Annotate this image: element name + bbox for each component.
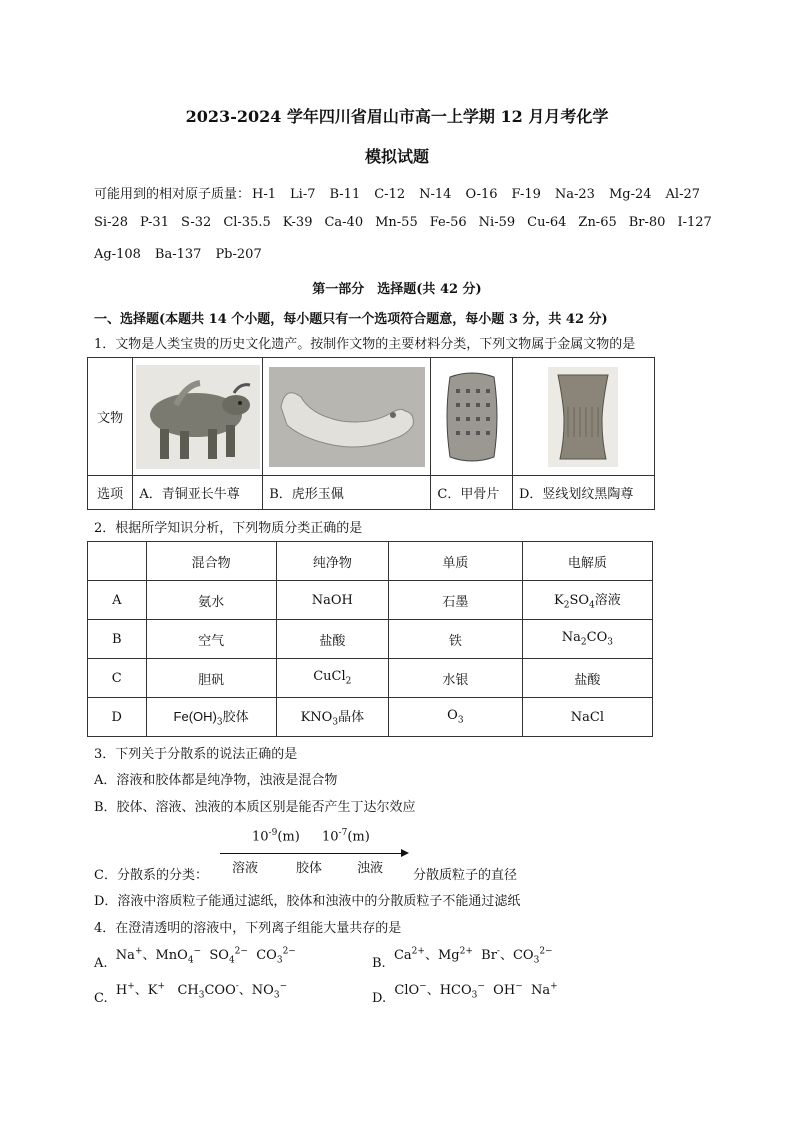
option-label: D.	[372, 991, 387, 1006]
atomic-mass: C-12	[374, 187, 406, 202]
atomic-mass: I-127	[677, 215, 712, 230]
atomic-mass: Li-7	[290, 187, 316, 202]
row-label: B	[88, 620, 147, 659]
cell-element: 水银	[388, 659, 522, 698]
atomic-mass: O-16	[465, 187, 498, 202]
q2-stem: 2．根据所学知识分析，下列物质分类正确的是	[94, 521, 363, 536]
option-label: B.	[372, 956, 386, 971]
atomic-mass: Br-80	[628, 215, 666, 230]
tick-exp: -9	[268, 828, 278, 838]
atomic-mass: S-32	[180, 215, 212, 230]
section1-heading: 一、选择题(本题共 14 个小题，每小题只有一个选项符合题意，每小题 3 分，共 42 分)	[94, 312, 608, 327]
q4-option-d: D. ClO−、$HCO_3^-$ OH− Na+	[372, 981, 558, 1006]
atomic-mass: Fe-56	[429, 215, 467, 230]
q1-table	[87, 357, 655, 510]
option-label: A.	[94, 956, 108, 971]
cell-pure: 盐酸	[276, 620, 388, 659]
cell-element: $O_3$	[388, 698, 522, 737]
q3-option-a: A．溶液和胶体都是纯净物，浊液是混合物	[94, 773, 338, 788]
cell-mixture: 空气	[146, 620, 276, 659]
cell-electrolyte: $Na_2CO_3$	[522, 620, 652, 659]
cell-text: Na	[561, 630, 581, 646]
exam-title: 2023-2024 学年四川省眉山市高一上学期 12 月月考化学	[185, 107, 609, 126]
q3-tick-2	[322, 828, 370, 844]
q3-label-colloid: 胶体	[296, 861, 323, 876]
atomic-masses-intro: 可能用到的相对原子质量：	[94, 187, 251, 202]
atomic-mass: Pb-207	[215, 247, 262, 262]
q1-option-a: A．青铜亚长牛尊	[133, 476, 263, 510]
row-label: C	[88, 659, 147, 698]
cell-pure: CuCl$_2$	[276, 659, 388, 698]
q2-row-b	[88, 620, 653, 659]
atomic-mass: Al-27	[665, 187, 701, 202]
q2-table	[87, 541, 653, 737]
q2-header-electrolyte: 电解质	[522, 542, 652, 581]
q2-row-c	[88, 659, 653, 698]
atomic-masses-row1	[94, 183, 700, 202]
atomic-mass: Ba-137	[154, 247, 202, 262]
atomic-masses-row3	[94, 247, 276, 262]
atomic-mass: F-19	[511, 187, 541, 202]
tick-unit: (m)	[347, 829, 370, 845]
q3-stem: 3．下列关于分散系的说法正确的是	[94, 747, 298, 762]
cell-text: O	[447, 708, 458, 724]
q1-label-option: 选项	[88, 476, 133, 510]
cell-suffix: 胶体	[222, 710, 249, 726]
atomic-mass: Mg-24	[608, 187, 652, 202]
q1-option-c: C．甲骨片	[431, 476, 513, 510]
q3-axis-caption: 分散质粒子的直径	[413, 868, 518, 883]
atomic-mass: Cl-35.5	[223, 215, 271, 230]
atomic-mass: Mn-55	[375, 215, 418, 230]
row-label: A	[88, 581, 147, 620]
cell-mixture: $Fe(OH)_3$胶体	[146, 698, 276, 737]
cell-mixture: 氨水	[146, 581, 276, 620]
black-pottery-vessel-image	[513, 361, 654, 473]
cell-text: CuCl	[313, 669, 346, 685]
cell-element: 铁	[388, 620, 522, 659]
cell-electrolyte: 盐酸	[522, 659, 652, 698]
tick-base: 10	[252, 829, 269, 845]
atomic-mass: P-31	[140, 215, 169, 230]
q3-label-suspension: 浊液	[357, 861, 384, 876]
option-label: C.	[94, 991, 108, 1006]
cell-suffix: 溶液	[594, 593, 621, 609]
cell-electrolyte: $K_2SO_4$溶液	[522, 581, 652, 620]
q2-header-blank	[88, 542, 147, 581]
atomic-mass: Zn-65	[578, 215, 617, 230]
cell-mixture: 胆矾	[146, 659, 276, 698]
tick-unit: (m)	[277, 829, 300, 845]
q2-header-mixture: 混合物	[146, 542, 276, 581]
q3-option-c-prefix: C．分散系的分类：	[94, 868, 208, 883]
atomic-mass: Na-23	[554, 187, 595, 202]
atomic-mass: Si-28	[94, 215, 128, 230]
q2-header-element: 单质	[388, 542, 522, 581]
q1-option-d: D．竖线划纹黑陶尊	[512, 476, 654, 510]
cell-pure: $KNO_3$晶体	[276, 698, 388, 737]
row-label: D	[88, 698, 147, 737]
atomic-mass: B-11	[329, 187, 361, 202]
q2-row-a	[88, 581, 653, 620]
atomic-mass: Ca-40	[324, 215, 364, 230]
cell-electrolyte: NaCl	[522, 698, 652, 737]
tick-exp: -7	[338, 828, 348, 838]
oracle-bone-image	[431, 361, 512, 473]
atomic-masses-row2	[94, 215, 712, 230]
atomic-mass: H-1	[252, 187, 277, 202]
exam-subtitle: 模拟试题	[364, 147, 429, 166]
q3-option-d: D．溶液中溶质粒子能通过滤纸，胶体和浊液中的分散质粒子不能通过滤纸	[94, 894, 521, 909]
q3-label-solution: 溶液	[232, 861, 259, 876]
atomic-mass: Ag-108	[94, 247, 141, 262]
q3-tick-1	[252, 828, 300, 844]
q4-option-a: A. Na+、MnO$_4$− $SO_4^{2-}$ $CO_3^{2-}$	[94, 946, 296, 971]
q4-option-b: B. $Ca^{2+}$、$Mg^{2+}$ Br-、$CO_3^{2-}$	[372, 946, 553, 971]
atomic-mass: Cu-64	[527, 215, 567, 230]
q1-option-b: B．虎形玉佩	[263, 476, 431, 510]
q4-option-c: C. H+、K+ $CH_3COO^-$、$NO_3^-$	[94, 981, 288, 1006]
atomic-mass: N-14	[419, 187, 452, 202]
q2-header-pure: 纯净物	[276, 542, 388, 581]
part1-heading: 第一部分 选择题(共 42 分)	[312, 282, 482, 297]
q2-row-d	[88, 698, 653, 737]
q3-axis-arrow	[401, 849, 409, 857]
q1-stem: 1．文物是人类宝贵的历史文化遗产。按制作文物的主要材料分类，下列文物属于金属文物的是	[94, 337, 636, 352]
q4-stem: 4．在澄清透明的溶液中，下列离子组能大量共存的是	[94, 921, 402, 936]
bronze-ox-image	[133, 361, 262, 473]
q3-axis-line	[220, 853, 402, 854]
cell-element: 石墨	[388, 581, 522, 620]
q3-option-b: B．胶体、溶液、浊液的本质区别是能否产生丁达尔效应	[94, 800, 416, 815]
tick-base: 10	[322, 829, 339, 845]
atomic-mass: Ni-59	[478, 215, 516, 230]
cell-suffix: 晶体	[338, 710, 365, 726]
q1-label-artifact: 文物	[88, 358, 133, 476]
cell-pure: NaOH	[276, 581, 388, 620]
tiger-jade-pendant-image	[263, 361, 430, 473]
atomic-mass: K-39	[282, 215, 313, 230]
